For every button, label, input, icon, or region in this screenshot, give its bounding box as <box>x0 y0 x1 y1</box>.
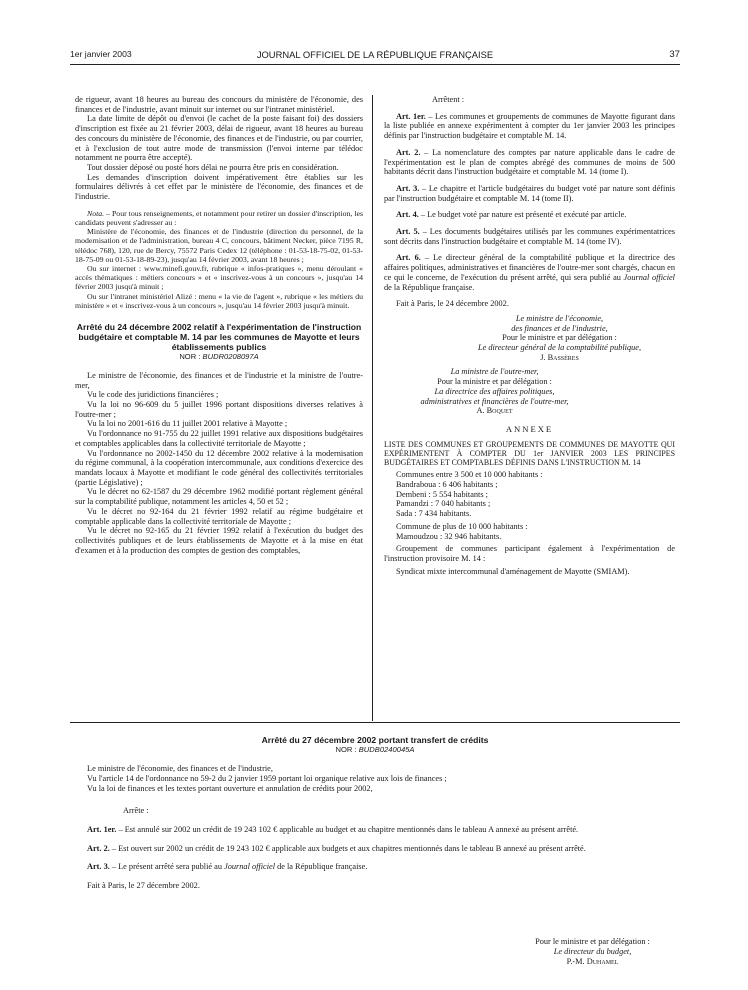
nota-paragraph: Ou sur internet : www.minefi.gouv.fr, rubrique « infos-pratiques », menu déroulant « accès thématiques : métiers concours » et « inscrivez-vous à un concours », jusqu'au 14 février 2003 jusqu'à minuit ; <box>75 263 363 292</box>
visa: Vu la loi de finances et les textes portant ouverture et annulation de crédits pour 2002, <box>87 783 373 793</box>
visa: Vu la loi no 2001-616 du 11 juillet 2001 relative à Mayotte ; <box>87 419 288 429</box>
commune-item: Sada : 7 434 habitants. <box>396 509 472 519</box>
article-text: de la République française. <box>384 282 475 292</box>
visa: Le ministre de l'économie, des finances et de l'industrie, <box>87 764 273 773</box>
section-rule <box>70 722 680 723</box>
visa: Vu le décret no 92-165 du 21 février 1992 relatif à l'exécution du budget des collectivités publiques et de leurs établissements de Mayotte et à la mise en état d'examen et à la production des comptes de gestion des comptables, <box>75 526 363 555</box>
groupement-paragraph: Groupement de communes participant également à l'expérimentation de l'instruction provisoire M. 14 : <box>384 544 675 563</box>
signature-line: Le ministre de l'économie, <box>515 313 604 323</box>
visa: Vu le décret no 92-164 du 21 février 1992 relatif au régime budgétaire et comptable applicable dans la collectivité territoriale de Mayotte ; <box>75 506 363 526</box>
signature-block <box>384 314 675 363</box>
signature-line: Le directeur du budget, <box>553 947 632 956</box>
commune-item: Pamandzi : 7 040 habitants ; <box>396 499 491 509</box>
header-date: 1er janvier 2003 <box>70 49 132 59</box>
article <box>384 210 675 220</box>
nota-label: Nota. <box>87 208 105 218</box>
column-divider <box>372 95 373 721</box>
signatory-name: A. Boquet <box>476 406 513 416</box>
article-text: – Les documents budgétaires utilisés par les communes expérimentatrices sont décrits dans l'instruction budgétaire et comptable M. 14 (tome IV). <box>384 227 675 246</box>
nor-code: BUDB0240045A <box>358 745 415 754</box>
visa: Vu la loi no 96-609 du 5 juillet 1996 portant dispositions diverses relatives à l'outre-mer ; <box>75 400 363 419</box>
article <box>384 112 675 141</box>
visa: Le ministre de l'économie, des finances et de l'industrie et la ministre de l'outre-mer, <box>75 370 363 390</box>
nor-reference <box>75 352 363 362</box>
fait-a-paris: Fait à Paris, le 24 décembre 2002. <box>396 299 509 309</box>
article-text: – Les communes et groupements de communes de Mayotte figurant dans la liste publiée en annexe expérimentent à compter du 1er janvier 2003 les principes définis par l'instruction budgétaire et comptable M. 14. <box>384 111 675 141</box>
article-text: – Le directeur général de la comptabilité publique et la directrice des affaires politiques, administratives et financières de l'outre-mer sont chargés, chacun en ce qui le concerne, de l'exécution du présent arrêté, qui sera publié au <box>384 253 675 282</box>
running-header <box>70 49 680 63</box>
article-text: – Le budget voté par nature est présenté et exécuté par article. <box>418 210 627 220</box>
article-label: Art. 3. <box>87 862 110 872</box>
header-title: JOURNAL OFFICIEL DE LA RÉPUBLIQUE FRANÇAISE <box>256 49 494 60</box>
journal-officiel-ref: Journal officiel <box>224 862 276 872</box>
signature-line: administratives et financières de l'outre-mer, <box>420 396 569 406</box>
article-label: Art. 1er. <box>396 111 426 121</box>
arrete-title: Arrêté du 27 décembre 2002 portant transfert de crédits <box>261 735 489 745</box>
groupement-paragraph: Syndicat mixte intercommunal d'aménagement de Mayotte (SMIAM). <box>396 566 630 576</box>
commune-group-heading: Commune de plus de 10 000 habitants : <box>396 521 528 531</box>
signature-block <box>384 367 675 416</box>
signature-line: Pour le ministre et par délégation : <box>502 333 617 343</box>
signature-line: des finances et de l'industrie, <box>511 323 608 333</box>
signature-line: Le directeur général de la comptabilité publique, <box>477 343 642 353</box>
article-text: – Le chapitre et l'article budgétaires du budget voté par nature sont définis par l'instruction budgétaire et comptable M. 14 (tome II). <box>384 183 675 203</box>
signatory-name: J. Bassères <box>540 352 579 362</box>
paragraph: Les demandes d'inscription doivent impérativement être établies sur les formulaires délivrés à cet effet par le ministère de l'économie, des finances et de l'industrie. <box>75 172 363 202</box>
article-label: Art. 2. <box>396 147 421 157</box>
article-text: – Est ouvert sur 2002 un crédit de 19 243 102 € applicable aux budgets et aux chapitres mentionnés dans le tableau B annexé au présent arrêté. <box>109 843 586 853</box>
nota-text: – Pour tous renseignements, et notamment pour retirer un dossier d'inscription, les candidats peuvent s'adresser au : <box>75 208 363 227</box>
paragraph: de rigueur, avant 18 heures au bureau des concours du ministère de l'économie, des finances et de l'industrie, avant minuit sur internet ou sur l'intranet ministériel. <box>75 95 363 114</box>
article <box>384 184 675 203</box>
signatory-name: P.-M. Duhamel <box>566 957 619 966</box>
article <box>384 227 675 246</box>
commune-item: Bandraboua : 6 406 habitants ; <box>396 480 498 489</box>
article <box>75 862 675 872</box>
visa: Vu l'article 14 de l'ordonnance no 59-2 du 2 janvier 1959 portant loi organique relative aux lois de finances ; <box>87 773 447 783</box>
article-label: Art. 1er. <box>87 824 117 834</box>
nota-paragraph: Ou sur l'intranet ministériel Alizé : menu « la vie de l'agent », rubrique « les métiers du ministère » et « inscrivez-vous à un concours », jusqu'au 14 février 2003 jusqu'à minuit. <box>75 291 363 310</box>
nor-label: NOR : <box>335 745 359 754</box>
commune-item: Dembeni : 5 554 habitants ; <box>396 489 488 499</box>
right-column <box>384 95 675 576</box>
article-label: Art. 4. <box>396 210 419 220</box>
nor-code: BUDR0208097A <box>202 351 259 361</box>
arrete-title: Arrêté du 24 décembre 2002 relatif à l'expérimentation de l'instruction budgétaire et comptable M. 14 par les communes de Mayotte et leurs établissements publics <box>76 321 362 352</box>
visa: Vu le décret no 62-1587 du 29 décembre 1962 modifié portant règlement général sur la comptabilité publique, notamment les articles 4, 50 et 52 ; <box>75 487 363 507</box>
arrete-word: Arrête : <box>123 805 149 815</box>
visa: Vu l'ordonnance no 91-755 du 22 juillet 1991 relative aux dispositions budgétaires et comptables applicables dans la collectivité territoriale de Mayotte ; <box>75 429 363 448</box>
article <box>75 844 675 854</box>
visa: Vu le code des juridictions financières ; <box>87 390 219 400</box>
paragraph: La date limite de dépôt ou d'envoi (le cachet de la poste faisant foi) des dossiers d'inscription est fixée au 21 février 2003, délai de rigueur, avant 18 heures au bureau des concours du ministère de l'économie, des finances et de l'industrie, ou par courrier, et à l'exclusion de tout autre mode de transmission (l'envoi interne par télédoc notamment ne pourra être accepté). <box>75 114 363 163</box>
article-label: Art. 5. <box>396 227 420 237</box>
annexe-heading: LISTE DES COMMUNES ET GROUPEMENTS DE COMMUNES DE MAYOTTE QUI EXPÉRIMENTENT À COMPTER DU 1er JANVIER 2003 LES PRINCIPES BUDGÉTAIRES ET COMPTABLES DÉFINIS DANS L'INSTRUCTION M. 14 <box>384 439 675 468</box>
article-text: – La nomenclature des comptes par nature applicable dans le cadre de l'expérimentation est le plan de comptes abrégé des communes de moins de 500 habitants décrit dans l'instruction budgétaire et comptable M. 14 (tome I). <box>384 147 675 177</box>
signature-line: Pour la ministre et par délégation : <box>437 377 552 387</box>
article <box>384 148 675 177</box>
signature-block <box>505 937 680 967</box>
nor-label: NOR : <box>179 351 203 361</box>
article-label: Art. 6. <box>396 253 421 263</box>
article-label: Art. 3. <box>396 183 420 193</box>
signature-line: Pour le ministre et par délégation : <box>535 937 650 946</box>
nota-paragraph <box>75 209 363 227</box>
visa: Vu l'ordonnance no 2002-1450 du 12 décembre 2002 relative à la modernisation du régime communal, à la coopération intercommunale, aux conditions d'exercice des mandats locaux à Mayotte et modifiant le code général des collectivités territoriales (partie Législative) ; <box>75 448 363 487</box>
bottom-arrete <box>75 735 675 891</box>
fait-a-paris: Fait à Paris, le 27 décembre 2002. <box>87 881 200 891</box>
article-text: de la République française. <box>275 862 368 872</box>
signature-line: La directrice des affaires politiques, <box>434 386 555 396</box>
article <box>384 253 675 292</box>
left-column <box>75 95 363 555</box>
page-number: 37 <box>669 49 680 60</box>
nor-reference <box>75 745 675 755</box>
article-text: – Le présent arrêté sera publié au <box>109 862 225 872</box>
journal-officiel-ref: Journal officiel <box>623 272 675 282</box>
commune-item: Mamoudzou : 32 946 habitants. <box>396 531 502 541</box>
commune-group-heading: Communes entre 3 500 et 10 000 habitants : <box>396 470 543 480</box>
article-text: – Est annulé sur 2002 un crédit de 19 243 102 € applicable au budget et au chapitre mentionnés dans le tableau A annexé au présent arrêté. <box>116 824 579 834</box>
article-label: Art. 2. <box>87 843 110 853</box>
annexe-title: ANNEXE <box>505 423 554 434</box>
article <box>75 825 675 835</box>
signature-line: La ministre de l'outre-mer, <box>450 367 539 377</box>
arretent: Arrêtent : <box>432 95 465 104</box>
nota-paragraph: Ministère de l'économie, des finances et de l'industrie (direction du personnel, de la modernisation et de l'administration, bureau 4 C, concours, bâtiment Necker, pièce 7195 R, télédoc 768), 120, rue de Bercy, 75572 Paris Cedex 12 (téléphone : 01-53-18-75-02, 01-53-18-75-09 ou 01-53-18-89-23), jusqu'au 14 février 2003, avant 18 heures ; <box>75 227 363 264</box>
header-rule <box>70 64 680 65</box>
paragraph: Tout dossier déposé ou posté hors délai ne pourra être pris en considération. <box>87 162 339 172</box>
